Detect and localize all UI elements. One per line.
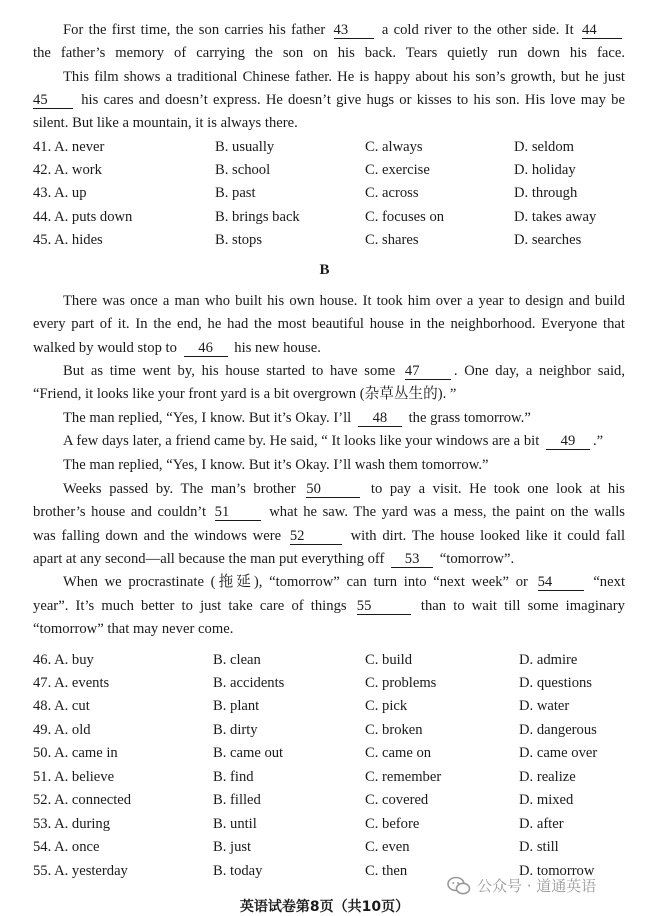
- blank-46: 46: [184, 341, 228, 357]
- option-row: 52. A. connected B. filled C. covered D. mixed: [33, 792, 574, 808]
- watermark: [447, 875, 596, 896]
- page-footer: 英语试卷第8页（共10页）: [239, 899, 410, 915]
- section-b-title: B: [319, 262, 330, 278]
- passage-b-line: The man replied, “Yes, I know. But it’s Okay. I’ll wash them tomorrow.”: [63, 457, 489, 473]
- passage-a-line: For the first time, the son carries his father 43 a cold river to the other side. It 44: [63, 20, 625, 40]
- blank-45: 45: [33, 93, 73, 109]
- option-row: 54. A. once B. just C. even D. still: [33, 839, 559, 855]
- option-row: 46. A. buy B. clean C. build D. admire: [33, 652, 578, 668]
- blank-47: 47: [405, 364, 451, 380]
- option-row: 49. A. old B. dirty C. broken D. dangerous: [33, 722, 597, 738]
- passage-b-line: The man replied, “Yes, I know. But it’s Okay. I’ll 48 the grass tomorrow.”: [63, 410, 531, 426]
- wechat-icon: [447, 876, 471, 896]
- blank-49: 49: [546, 434, 590, 450]
- option-row: 43. A. up B. past C. across D. through: [33, 185, 578, 201]
- blank-55: 55: [357, 599, 411, 615]
- option-row: 50. A. came in B. came out C. came on D. came over: [33, 745, 598, 761]
- blank-44: 44: [582, 23, 622, 39]
- passage-b-line: But as time went by, his house started to have some 47 . One day, a neighbor said,: [63, 363, 625, 379]
- option-row: 53. A. during B. until C. before D. after: [33, 816, 564, 832]
- option-row: 51. A. believe B. find C. remember D. realize: [33, 769, 576, 785]
- blank-51: 51: [215, 505, 261, 521]
- passage-b-line: When we procrastinate (拖延), “tomorrow” can turn into “next week” or 54 “next: [63, 574, 626, 590]
- blank-48: 48: [358, 411, 402, 427]
- option-row: 41. A. never B. usually C. always D. seldom: [33, 139, 574, 155]
- blank-53: 53: [391, 552, 433, 568]
- option-row: 47. A. events B. accidents C. problems D. questions: [33, 675, 592, 691]
- passage-a-line: silent. But like a mountain, it is always there.: [33, 115, 298, 131]
- passage-b-line: was falling down and the windows were 52 with dirt. The house looked like it could fall: [33, 528, 626, 544]
- passage-b-line: A few days later, a friend came by. He said, “ It looks like your windows are a bit 49 .”: [63, 433, 604, 449]
- blank-50: 50: [306, 482, 360, 498]
- blank-54: 54: [538, 575, 584, 591]
- blank-52: 52: [290, 529, 342, 545]
- passage-b-line: “tomorrow” that may never come.: [33, 621, 234, 637]
- option-row: 45. A. hides B. stops C. shares D. searches: [33, 232, 582, 248]
- passage-b-line: “Friend, it looks like your front yard is a bit overgrown (杂草丛生的). ”: [33, 386, 457, 402]
- blank-43: 43: [334, 23, 374, 39]
- passage-a-line: 45 his cares and doesn’t express. He doesn’t give hugs or kisses to his son. His love may be: [33, 92, 625, 108]
- passage-b-line: year”. It’s much better to just take care of things 55 than to wait till some imaginary: [33, 598, 625, 614]
- passage-b-line: walked by would stop to 46 his new house.: [33, 340, 321, 356]
- watermark-text: 公众号 · 道通英语: [477, 877, 597, 895]
- passage-b-line: There was once a man who built his own house. It took him over a year to design and build: [63, 293, 625, 309]
- option-row: 55. A. yesterday B. today C. then D. tomorrow: [33, 863, 595, 879]
- passage-a-line: This film shows a traditional Chinese father. He is happy about his son’s growth, but he just: [63, 69, 625, 85]
- passage-a-line: the father’s memory of carrying the son on his back. Tears quietly run down his face.: [33, 45, 625, 61]
- option-row: 48. A. cut B. plant C. pick D. water: [33, 698, 570, 714]
- option-row: 44. A. puts down B. brings back C. focuses on D. takes away: [33, 209, 597, 225]
- passage-b-line: apart at any second—all because the man put everything off 53 “tomorrow”.: [33, 551, 515, 567]
- passage-b-line: Weeks passed by. The man’s brother 50 to pay a visit. He took one look at his: [63, 481, 625, 497]
- option-row: 42. A. work B. school C. exercise D. holiday: [33, 162, 576, 178]
- passage-b-line: brother’s house and couldn’t 51 what he saw. The yard was a mess, the paint on the walls: [33, 504, 625, 520]
- passage-b-line: every part of it. In the end, he had the most beautiful house in the neighborhood. Everyone that: [33, 316, 625, 332]
